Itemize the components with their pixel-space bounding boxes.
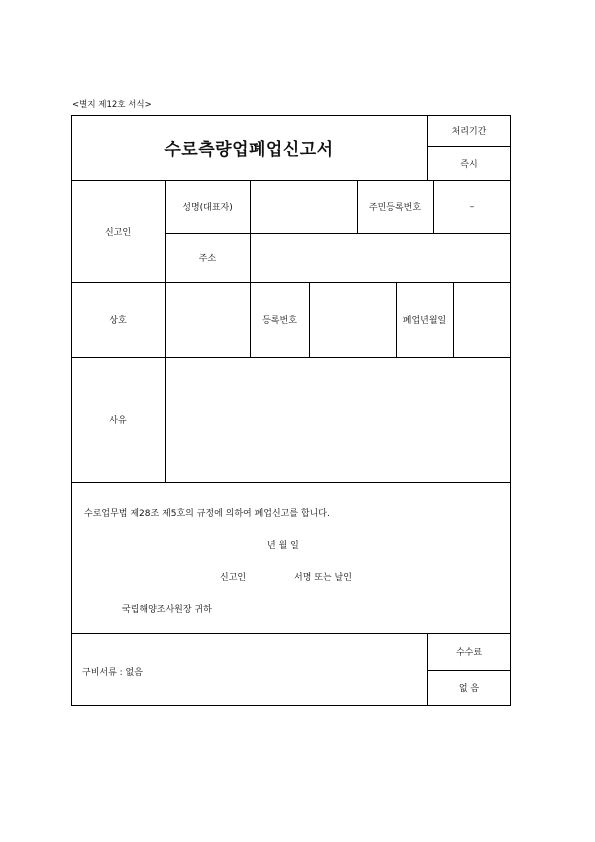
registration-number-field[interactable] xyxy=(309,282,396,357)
trade-name-label: 상호 xyxy=(109,316,127,326)
required-documents: 구비서류 : 없음 xyxy=(82,668,143,678)
name-label: 성명(대표자) xyxy=(182,203,233,213)
name-field[interactable] xyxy=(250,180,357,233)
address-field[interactable] xyxy=(250,233,511,282)
date-line: 년 월 일 xyxy=(267,541,299,551)
closure-date-field[interactable] xyxy=(453,282,511,357)
declaration-statement: 수로업무법 제28조 제5호의 규정에 의하여 폐업신고를 합니다. xyxy=(84,509,330,519)
form-number: <별지 제12호 서식> xyxy=(72,100,152,110)
signer-label: 신고인 xyxy=(220,573,247,583)
signature-line[interactable]: 서명 또는 날인 xyxy=(294,573,352,583)
reporter-section-label: 신고인 xyxy=(104,227,132,238)
address-label: 주소 xyxy=(198,254,217,264)
form-title: 수로측량업폐업신고서 xyxy=(164,140,334,160)
processing-period-label: 처리기간 xyxy=(451,127,487,137)
resident-number-label: 주민등록번호 xyxy=(368,203,422,213)
addressee: 국립해양조사원장 귀하 xyxy=(122,605,212,615)
registration-number-label: 등록번호 xyxy=(262,316,297,326)
fee-value: 없 음 xyxy=(458,684,480,694)
reason-label: 사유 xyxy=(109,416,127,426)
resident-number-field[interactable]: – xyxy=(469,201,475,212)
closure-date-label: 폐업년월일 xyxy=(402,316,447,326)
fee-label: 수수료 xyxy=(455,648,483,658)
trade-name-field[interactable] xyxy=(165,282,250,357)
reason-field[interactable] xyxy=(165,357,511,482)
processing-period-value: 즉시 xyxy=(460,159,478,170)
